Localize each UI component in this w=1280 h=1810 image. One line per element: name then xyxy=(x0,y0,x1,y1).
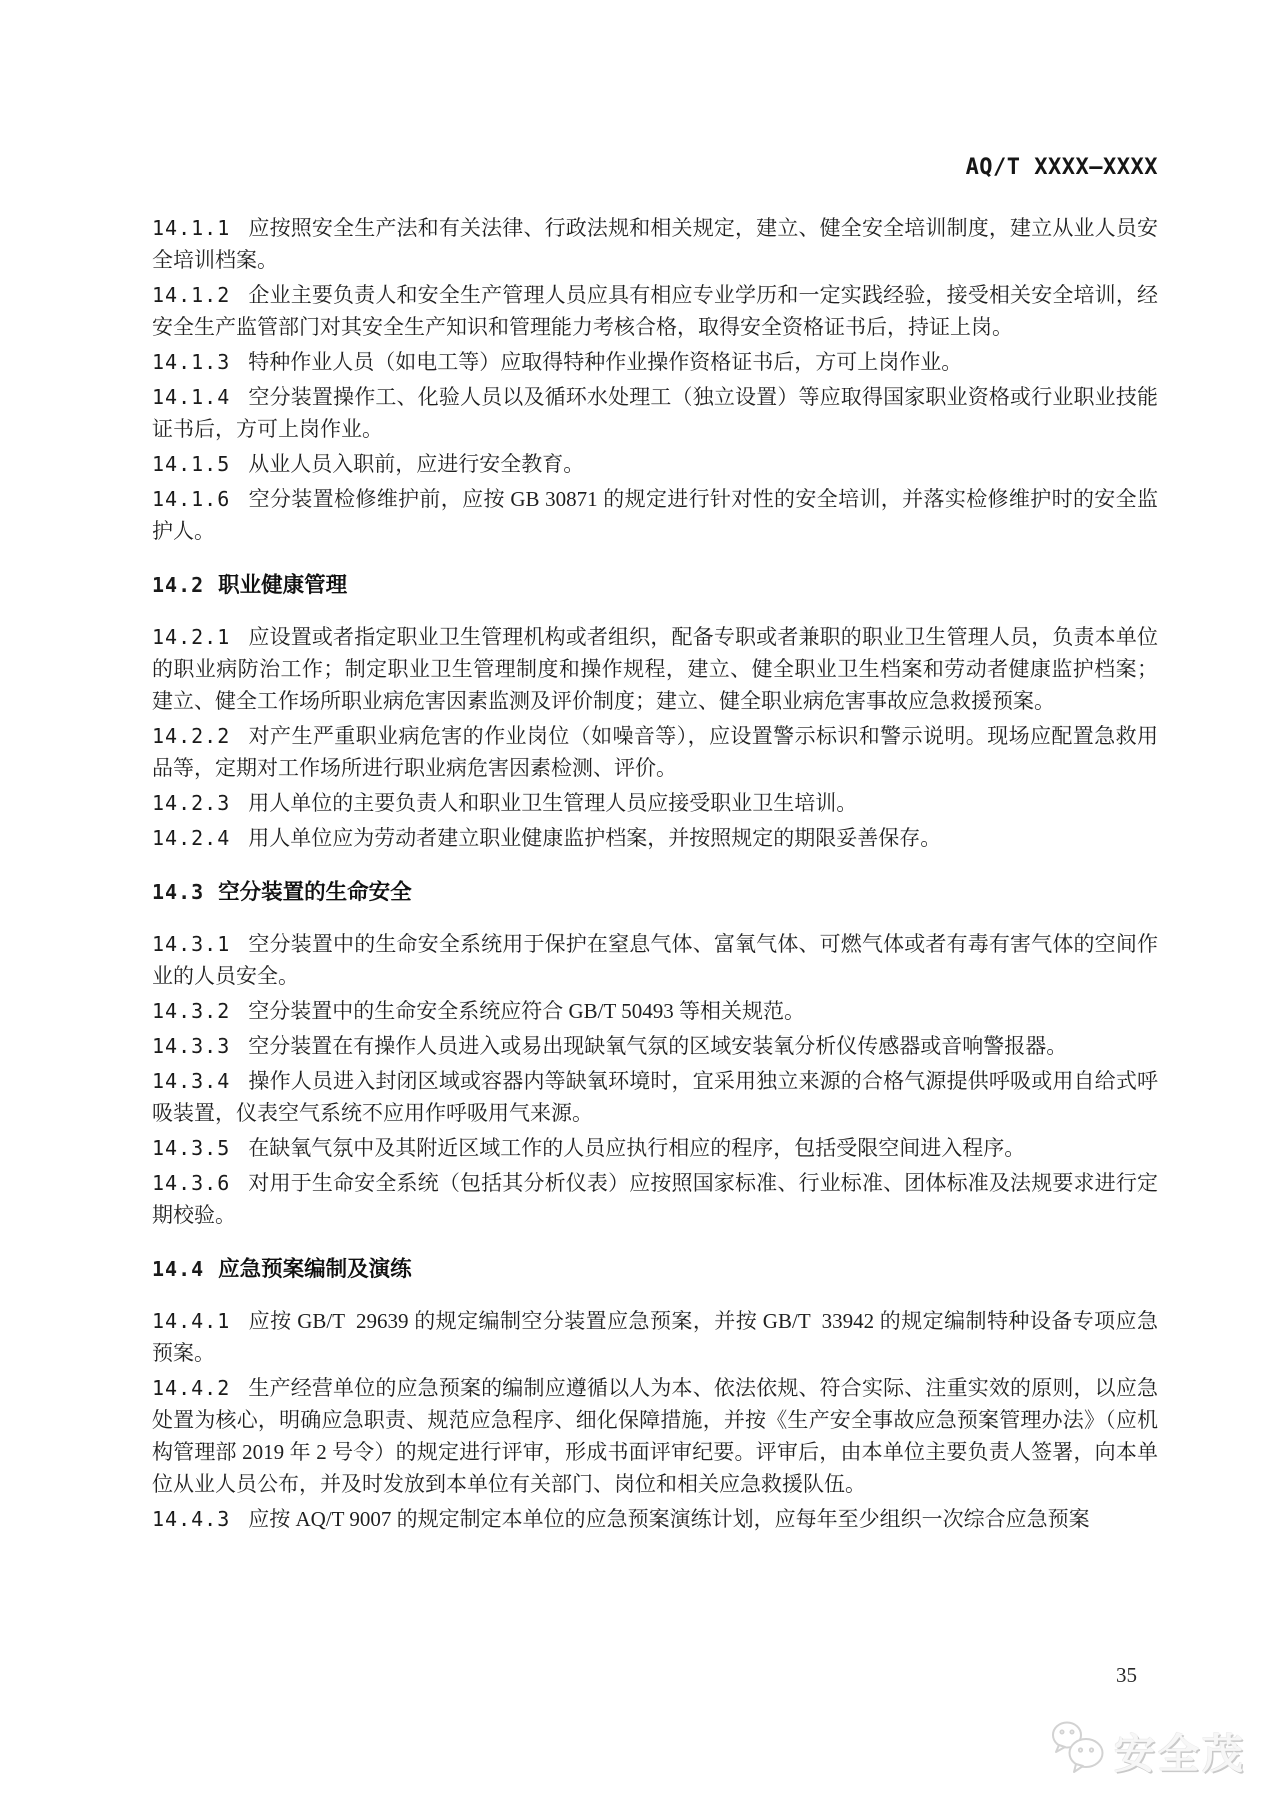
clause-14-3-5 xyxy=(152,1132,1158,1164)
clause-14-2-3 xyxy=(152,787,1158,819)
clause-number: 14.2.1 xyxy=(152,625,231,649)
clause-text: 空分装置在有操作人员进入或易出现缺氧气氛的区域安装氧分析仪传感器或音响警报器。 xyxy=(248,1034,1068,1058)
section-heading-14-4 xyxy=(152,1253,1158,1285)
section-title: 空分装置的生命安全 xyxy=(218,880,412,904)
clause-14-2-1 xyxy=(152,621,1158,717)
clause-14-3-3 xyxy=(152,1030,1158,1062)
clause-14-1-4 xyxy=(152,381,1158,445)
clause-text: 企业主要负责人和安全生产管理人员应具有相应专业学历和一定实践经验，接受相关安全培训，经安全生产监管部门对其安全生产知识和管理能力考核合格，取得安全资格证书后，持证上岗。 xyxy=(152,283,1158,339)
clause-text: 从业人员入职前，应进行安全教育。 xyxy=(248,452,585,476)
clause-14-3-2 xyxy=(152,995,1158,1027)
clause-number: 14.2.3 xyxy=(152,791,231,815)
clause-number: 14.1.5 xyxy=(152,452,231,476)
clause-number: 14.4.3 xyxy=(152,1507,231,1531)
clause-14-1-6 xyxy=(152,483,1158,547)
clause-number: 14.3.3 xyxy=(152,1034,231,1058)
clause-number: 14.1.6 xyxy=(152,487,231,511)
clause-text: 操作人员进入封闭区域或容器内等缺氧环境时，宜采用独立来源的合格气源提供呼吸或用自给式呼吸装置，仪表空气系统不应用作呼吸用气来源。 xyxy=(152,1069,1158,1125)
clause-number: 14.1.1 xyxy=(152,216,231,240)
section-title: 职业健康管理 xyxy=(218,573,348,597)
clause-14-3-1 xyxy=(152,928,1158,992)
clause-text: 应按照安全生产法和有关法律、行政法规和相关规定，建立、健全安全培训制度，建立从业人员安全培训档案。 xyxy=(152,216,1158,272)
standard-code-header: AQ/T XXXX—XXXX xyxy=(965,155,1158,180)
clause-text: 生产经营单位的应急预案的编制应遵循以人为本、依法依规、符合实际、注重实效的原则，以应急处置为核心，明确应急职责、规范应急程序、细化保障措施，并按《生产安全事故应急预案管理办法》（应机构管理部 2019 年 2 号令）的规定进行评审，形成书面评审纪要。评审后，由本单位主要负责人签署，向本单位从业人员公布，并及时发放到本单位有关部门、岗位和相关应急救援队伍。 xyxy=(152,1376,1158,1496)
watermark-brand-text: 安全茂 xyxy=(1114,1731,1246,1777)
clause-14-4-3 xyxy=(152,1503,1158,1535)
clause-text: 空分装置检修维护前，应按 GB 30871 的规定进行针对性的安全培训，并落实检修维护时的安全监护人。 xyxy=(152,487,1158,543)
section-heading-14-2 xyxy=(152,569,1158,601)
clause-text: 空分装置操作工、化验人员以及循环水处理工（独立设置）等应取得国家职业资格或行业职业技能证书后，方可上岗作业。 xyxy=(152,385,1158,441)
clause-text: 特种作业人员（如电工等）应取得特种作业操作资格证书后，方可上岗作业。 xyxy=(248,350,963,374)
clause-number: 14.3.4 xyxy=(152,1069,231,1093)
clause-14-4-2 xyxy=(152,1372,1158,1500)
clause-text: 应按 AQ/T 9007 的规定制定本单位的应急预案演练计划，应每年至少组织一次综合应急预案 xyxy=(248,1507,1090,1531)
clause-number: 14.4.1 xyxy=(152,1309,231,1333)
clause-14-1-3 xyxy=(152,346,1158,378)
clause-text: 对用于生命安全系统（包括其分析仪表）应按照国家标准、行业标准、团体标准及法规要求进行定期校验。 xyxy=(152,1171,1158,1227)
clause-text: 用人单位应为劳动者建立职业健康监护档案，并按照规定的期限妥善保存。 xyxy=(248,826,942,850)
clause-text: 在缺氧气氛中及其附近区域工作的人员应执行相应的程序，包括受限空间进入程序。 xyxy=(248,1136,1026,1160)
clause-text: 对产生严重职业病危害的作业岗位（如噪音等），应设置警示标识和警示说明。现场应配置急救用品等，定期对工作场所进行职业病危害因素检测、评价。 xyxy=(152,724,1158,780)
clause-number: 14.4.2 xyxy=(152,1376,231,1400)
clause-14-4-1 xyxy=(152,1305,1158,1369)
clause-14-3-6 xyxy=(152,1167,1158,1231)
clause-14-1-2 xyxy=(152,279,1158,343)
section-title: 应急预案编制及演练 xyxy=(218,1257,412,1281)
clause-number: 14.2.4 xyxy=(152,826,231,850)
section-heading-14-3 xyxy=(152,876,1158,908)
clause-text: 应按 GB/T 29639 的规定编制空分装置应急预案，并按 GB/T 33942 的规定编制特种设备专项应急预案。 xyxy=(152,1309,1158,1365)
clause-number: 14.3.2 xyxy=(152,999,231,1023)
section-number: 14.2 xyxy=(152,573,205,597)
clause-14-2-4 xyxy=(152,822,1158,854)
clause-14-1-1 xyxy=(152,212,1158,276)
page-number: 35 xyxy=(1116,1663,1137,1687)
section-number: 14.3 xyxy=(152,880,205,904)
clause-number: 14.2.2 xyxy=(152,724,231,748)
clause-number: 14.1.2 xyxy=(152,283,231,307)
clause-text: 空分装置中的生命安全系统用于保护在窒息气体、富氧气体、可燃气体或者有毒有害气体的空间作业的人员安全。 xyxy=(152,932,1158,988)
clause-14-2-2 xyxy=(152,720,1158,784)
clause-number: 14.3.1 xyxy=(152,932,231,956)
clause-14-3-4 xyxy=(152,1065,1158,1129)
clause-text: 空分装置中的生命安全系统应符合 GB/T 50493 等相关规范。 xyxy=(248,999,805,1023)
clause-text: 用人单位的主要负责人和职业卫生管理人员应接受职业卫生培训。 xyxy=(248,791,858,815)
clause-text: 应设置或者指定职业卫生管理机构或者组织，配备专职或者兼职的职业卫生管理人员，负责本单位的职业病防治工作；制定职业卫生管理制度和操作规程，建立、健全职业卫生档案和劳动者健康监护档案；建立、健全工作场所职业病危害因素监测及评价制度；建立、健全职业病危害事故应急救援预案。 xyxy=(152,625,1158,713)
clause-number: 14.3.5 xyxy=(152,1136,231,1160)
wechat-chat-bubbles-icon xyxy=(1049,1720,1109,1781)
clause-number: 14.3.6 xyxy=(152,1171,231,1195)
watermark xyxy=(1049,1720,1246,1781)
clause-number: 14.1.4 xyxy=(152,385,231,409)
clauses-list xyxy=(152,209,1158,1538)
clause-14-1-5 xyxy=(152,448,1158,480)
section-number: 14.4 xyxy=(152,1257,205,1281)
clause-number: 14.1.3 xyxy=(152,350,231,374)
